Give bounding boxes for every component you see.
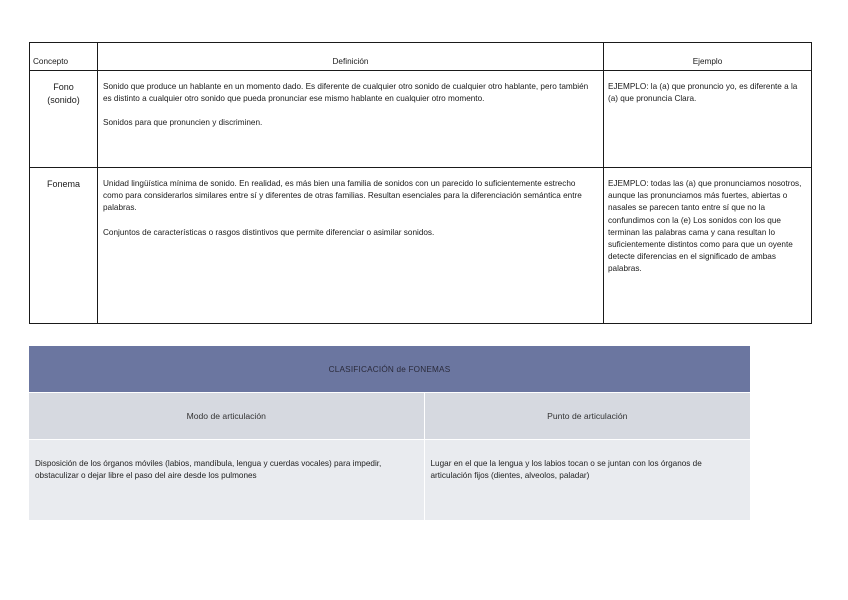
header-punto: Punto de articulación [424,393,750,440]
header-concepto: Concepto [30,43,98,71]
concept-name: Fono [53,82,74,92]
modo-description: Disposición de los órganos móviles (labios, mandíbula, lengua y cuerdas vocales) para impedir, obstaculizar o dejar libre el paso del aire desde los pulmones [29,440,424,521]
header-definicion: Definición [98,43,604,71]
concept-subname: (sonido) [47,94,80,105]
example-cell [604,71,812,168]
concepts-header-row [30,43,812,71]
definition-text: Sonido que produce un hablante en un momento dado. Es diferente de cualquier otro sonido de cualquier otro hablante, pero también es distinto a cualquier otro sonido que pueda pronunciar ese mismo hablante en cualquier otro momento. [103,82,589,104]
classification-table [29,346,750,520]
classification-title: CLASIFICACIÓN de FONEMAS [29,346,750,393]
table-row [29,440,750,521]
concept-name: Fonema [46,179,81,189]
table-row [30,71,812,168]
header-modo: Modo de articulación [29,393,424,440]
definition-note: Conjuntos de características o rasgos distintivos que permite diferenciar o asimilar sonidos. [103,227,435,237]
concepts-table [29,42,812,324]
header-ejemplo: Ejemplo [604,43,812,71]
definition-cell [98,71,604,168]
example-text: EJEMPLO: todas las (a) que pronunciamos nosotros, aunque las pronunciamos más fuertes, abiertas o nasales se parecen tanto entre sí que no la confundimos con la (e) Los sonidos con los que terminan las palabras cama y cana resultan lo suficientemente distintos como para que un oyente detecte diferencias en el significado de ambas palabras. [608,179,802,274]
classification-title-row [29,346,750,393]
table-row [30,168,812,324]
example-text: EJEMPLO: la (a) que pronuncio yo, es diferente a la (a) que pronuncia Clara. [608,82,798,104]
punto-description: Lugar en el que la lengua y los labios tocan o se juntan con los órganos de articulación fijos (dientes, alveolos, paladar) [424,440,750,521]
definition-note: Sonidos para que pronuncien y discriminen. [103,118,263,128]
definition-cell [98,168,604,324]
definition-text: Unidad lingüística mínima de sonido. En realidad, es más bien una familia de sonidos con un parecido lo suficientemente estrecho como para considerarlos similares entre sí y diferentes de otras familias. Resultan esenciales para la diferenciación semántica entre palabras. [103,179,582,213]
example-cell [604,168,812,324]
classification-header-row [29,393,750,440]
concept-cell-fonema [30,168,98,324]
concept-cell-fono [30,71,98,168]
